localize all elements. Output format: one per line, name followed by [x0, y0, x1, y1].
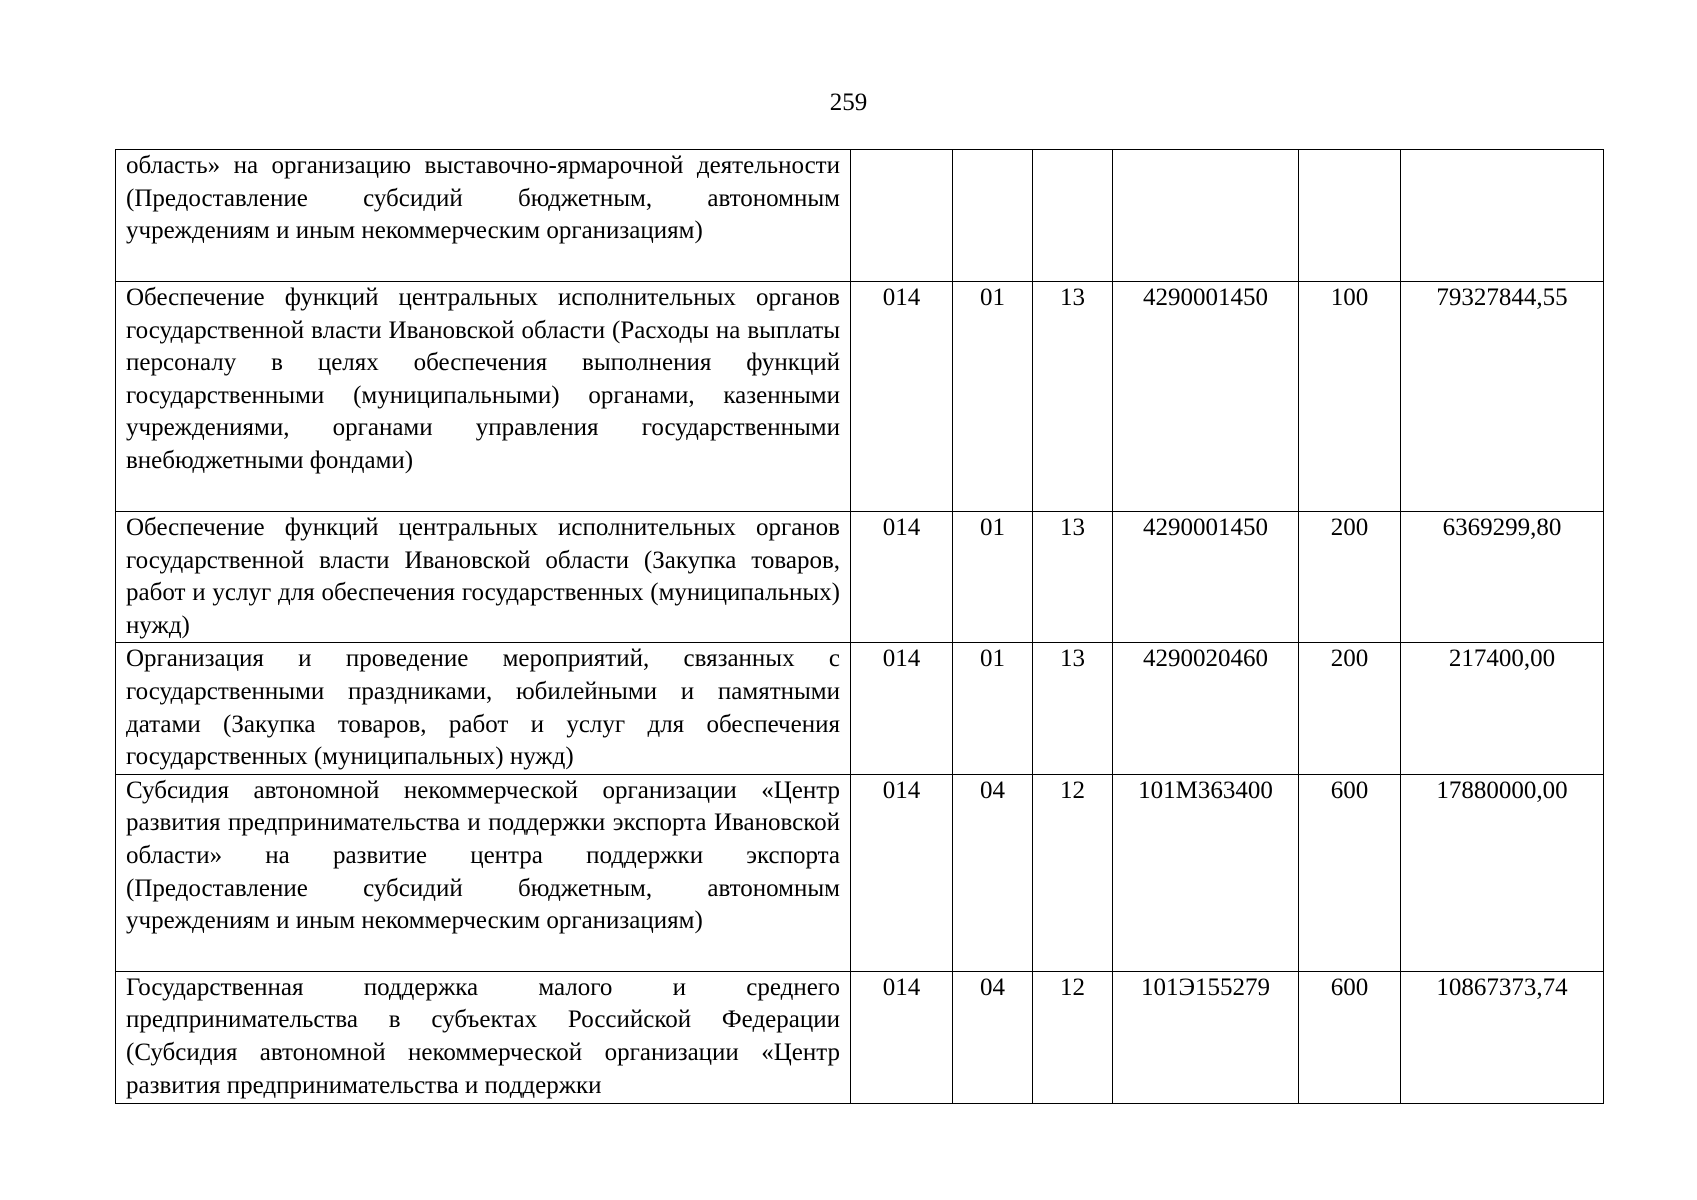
- expense-type-code: 600: [1299, 971, 1401, 1103]
- amount-value: 217400,00: [1401, 643, 1604, 774]
- row-description: область» на организацию выставочно-ярмарочной деятельности (Предоставление субсидий бюджетным, автономным учреждениям и иным некоммерческим организациям): [116, 150, 851, 282]
- subsection-code: 12: [1033, 971, 1113, 1103]
- table-row: [116, 774, 1604, 971]
- table-row: [116, 282, 1604, 512]
- ministry-code: 014: [851, 282, 953, 512]
- target-article-code: 4290001450: [1113, 282, 1299, 512]
- amount-value: 10867373,74: [1401, 971, 1604, 1103]
- page-number: 259: [829, 89, 868, 116]
- subsection-code: 12: [1033, 774, 1113, 971]
- ministry-code: 014: [851, 512, 953, 643]
- ministry-code: [851, 150, 953, 282]
- target-article-code: 101M363400: [1113, 774, 1299, 971]
- ministry-code: 014: [851, 774, 953, 971]
- amount-value: [1401, 150, 1604, 282]
- row-description: Государственная поддержка малого и среднего предпринимательства в субъектах Российской Федерации (Субсидия автономной некоммерческой организации «Центр развития предпринимательства и поддержки: [116, 971, 851, 1103]
- row-description: Обеспечение функций центральных исполнительных органов государственной власти Ивановской области (Закупка товаров, работ и услуг для обеспечения государственных (муниципальных) нужд): [116, 512, 851, 643]
- amount-value: 79327844,55: [1401, 282, 1604, 512]
- amount-value: 17880000,00: [1401, 774, 1604, 971]
- subsection-code: 13: [1033, 643, 1113, 774]
- target-article-code: 4290020460: [1113, 643, 1299, 774]
- target-article-code: 4290001450: [1113, 512, 1299, 643]
- section-code: 04: [953, 774, 1033, 971]
- expense-type-code: 200: [1299, 643, 1401, 774]
- table-row: [116, 971, 1604, 1103]
- table-row: [116, 643, 1604, 774]
- section-code: 01: [953, 643, 1033, 774]
- ministry-code: 014: [851, 971, 953, 1103]
- expense-type-code: 600: [1299, 774, 1401, 971]
- ministry-code: 014: [851, 643, 953, 774]
- section-code: 01: [953, 282, 1033, 512]
- expense-type-code: 200: [1299, 512, 1401, 643]
- subsection-code: 13: [1033, 282, 1113, 512]
- table-row: [116, 150, 1604, 282]
- row-description: Организация и проведение мероприятий, связанных с государственными праздниками, юбилейными и памятными датами (Закупка товаров, работ и услуг для обеспечения государственных (муниципальных) нужд): [116, 643, 851, 774]
- row-description: Обеспечение функций центральных исполнительных органов государственной власти Ивановской области (Расходы на выплаты персоналу в целях обеспечения выполнения функций государственными (муниципальными) органами, казенными учреждениями, органами управления государственными внебюджетными фондами): [116, 282, 851, 512]
- budget-table: [115, 149, 1604, 1104]
- section-code: [953, 150, 1033, 282]
- amount-value: 6369299,80: [1401, 512, 1604, 643]
- expense-type-code: 100: [1299, 282, 1401, 512]
- target-article-code: 101Э155279: [1113, 971, 1299, 1103]
- target-article-code: [1113, 150, 1299, 282]
- table-row: [116, 512, 1604, 643]
- section-code: 01: [953, 512, 1033, 643]
- section-code: 04: [953, 971, 1033, 1103]
- expense-type-code: [1299, 150, 1401, 282]
- subsection-code: [1033, 150, 1113, 282]
- subsection-code: 13: [1033, 512, 1113, 643]
- row-description: Субсидия автономной некоммерческой организации «Центр развития предпринимательства и поддержки экспорта Ивановской области» на развитие центра поддержки экспорта (Предоставление субсидий бюджетным, автономным учреждениям и иным некоммерческим организациям): [116, 774, 851, 971]
